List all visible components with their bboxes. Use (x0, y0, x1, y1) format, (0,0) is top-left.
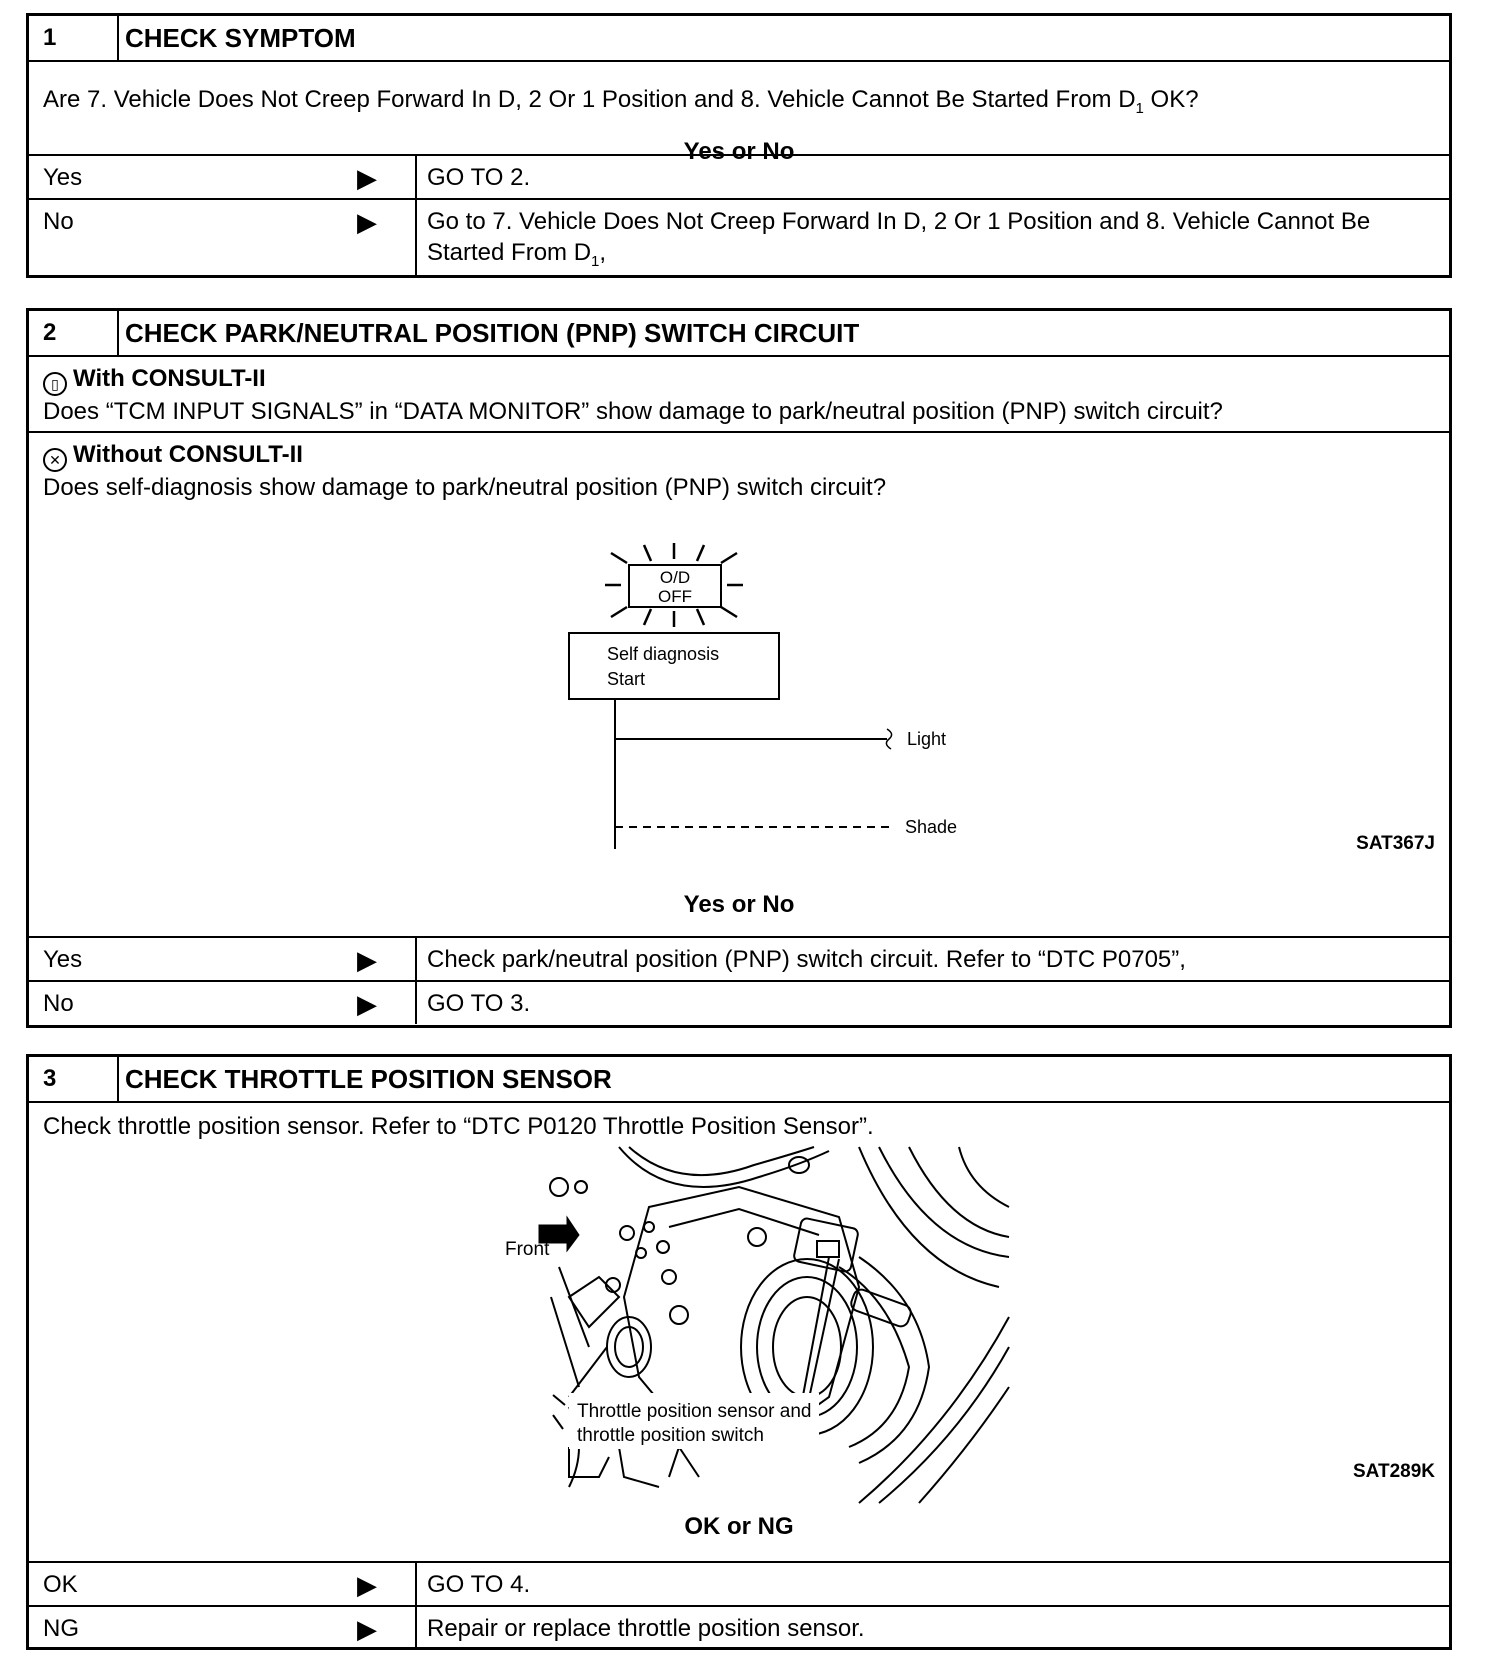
front-label: Front (505, 1239, 550, 1260)
answer-label: No (29, 982, 417, 1024)
answer-row-ok (29, 1561, 1449, 1605)
figure-code: SAT367J (1356, 833, 1435, 854)
caption-line-1: Throttle position sensor and (577, 1401, 812, 1422)
subscript: 1 (591, 252, 600, 270)
check-text: Check throttle position sensor. Refer to “DTC P0120 Throttle Position Sensor”. (43, 1113, 874, 1140)
answer-label: NG (29, 1607, 417, 1649)
with-consult-text: Does “TCM INPUT SIGNALS” in “DATA MONITOR” show damage to park/neutral position (PNP) switch circuit? (43, 398, 1223, 425)
self-diagnosis-box (569, 633, 779, 699)
right-arrow-icon: ▶ (357, 989, 377, 1019)
answer-label: No (29, 200, 417, 275)
without-consult-section (29, 431, 1449, 936)
step-title: CHECK PARK/NEUTRAL POSITION (PNP) SWITCH CIRCUIT (125, 318, 860, 348)
step-3-block (26, 1054, 1452, 1650)
step-body (29, 1101, 1449, 1561)
with-consult-heading: With CONSULT-II (73, 365, 266, 392)
answer-action: Check park/neutral position (PNP) switch circuit. Refer to “DTC P0705”, (427, 946, 1186, 973)
answer-label: OK (29, 1563, 417, 1605)
answer-row-no (29, 980, 1449, 1024)
right-arrow-icon: ▶ (357, 945, 377, 975)
with-consult-section (29, 355, 1449, 431)
answer-row-no (29, 198, 1449, 275)
choice-label: Yes or No (683, 891, 795, 918)
step-title: CHECK SYMPTOM (125, 23, 356, 53)
consult-tool-icon: ▯ (43, 372, 67, 396)
step-2-block (26, 308, 1452, 1028)
box-label-start: Start (607, 669, 646, 689)
step-body (29, 60, 1449, 165)
step-header (29, 311, 1449, 355)
step-number: 1 (29, 16, 119, 60)
answer-action: GO TO 2. (427, 164, 531, 191)
step-1-block (26, 13, 1452, 278)
right-arrow-icon: ▶ (357, 1614, 377, 1644)
right-arrow-icon: ▶ (357, 163, 377, 193)
subscript: 1 (1135, 99, 1144, 117)
no-consult-icon: ✕ (43, 448, 67, 472)
shade-label: Shade (905, 817, 958, 837)
answer-action: Go to 7. Vehicle Does Not Creep Forward In D, 2 Or 1 Position and 8. Vehicle Cannot Be Started From $D_1$, (427, 208, 1371, 270)
answer-label: Yes (29, 938, 417, 980)
without-consult-text: Does self-diagnosis show damage to park/neutral position (PNP) switch circuit? (43, 474, 887, 501)
answer-row-yes (29, 936, 1449, 980)
right-arrow-icon: ▶ (357, 1570, 377, 1600)
choice-label: OK or NG (684, 1513, 794, 1540)
step-number: 2 (29, 311, 119, 355)
step-header (29, 16, 1449, 60)
self-diagnosis-figure (569, 543, 1009, 873)
light-label: Light (907, 729, 947, 749)
choice-label: Yes or No (683, 137, 795, 165)
answer-action: GO TO 3. (427, 990, 531, 1017)
answer-label: Yes (29, 156, 417, 198)
figure-code: SAT289K (1352, 1461, 1435, 1482)
answer-row-yes (29, 154, 1449, 198)
without-consult-heading: Without CONSULT-II (73, 441, 303, 468)
question-text: Are 7. Vehicle Does Not Creep Forward In D, 2 Or 1 Position and 8. Vehicle Cannot Be Started From $D_1$ OK? (43, 86, 1199, 117)
step-title: CHECK THROTTLE POSITION SENSOR (125, 1064, 612, 1094)
answer-row-ng (29, 1605, 1449, 1649)
throttle-body-figure (505, 1147, 1009, 1503)
lamp-label-off: OFF (658, 587, 692, 606)
step-number: 3 (29, 1057, 119, 1101)
step-header (29, 1057, 1449, 1101)
answer-action: GO TO 4. (427, 1571, 531, 1598)
box-label-self-diagnosis: Self diagnosis (607, 644, 720, 664)
caption-line-2: throttle position switch (577, 1425, 764, 1446)
answer-action: Repair or replace throttle position sensor. (427, 1615, 865, 1642)
right-arrow-icon: ▶ (357, 207, 377, 237)
lamp-label-od: O/D (659, 568, 691, 587)
